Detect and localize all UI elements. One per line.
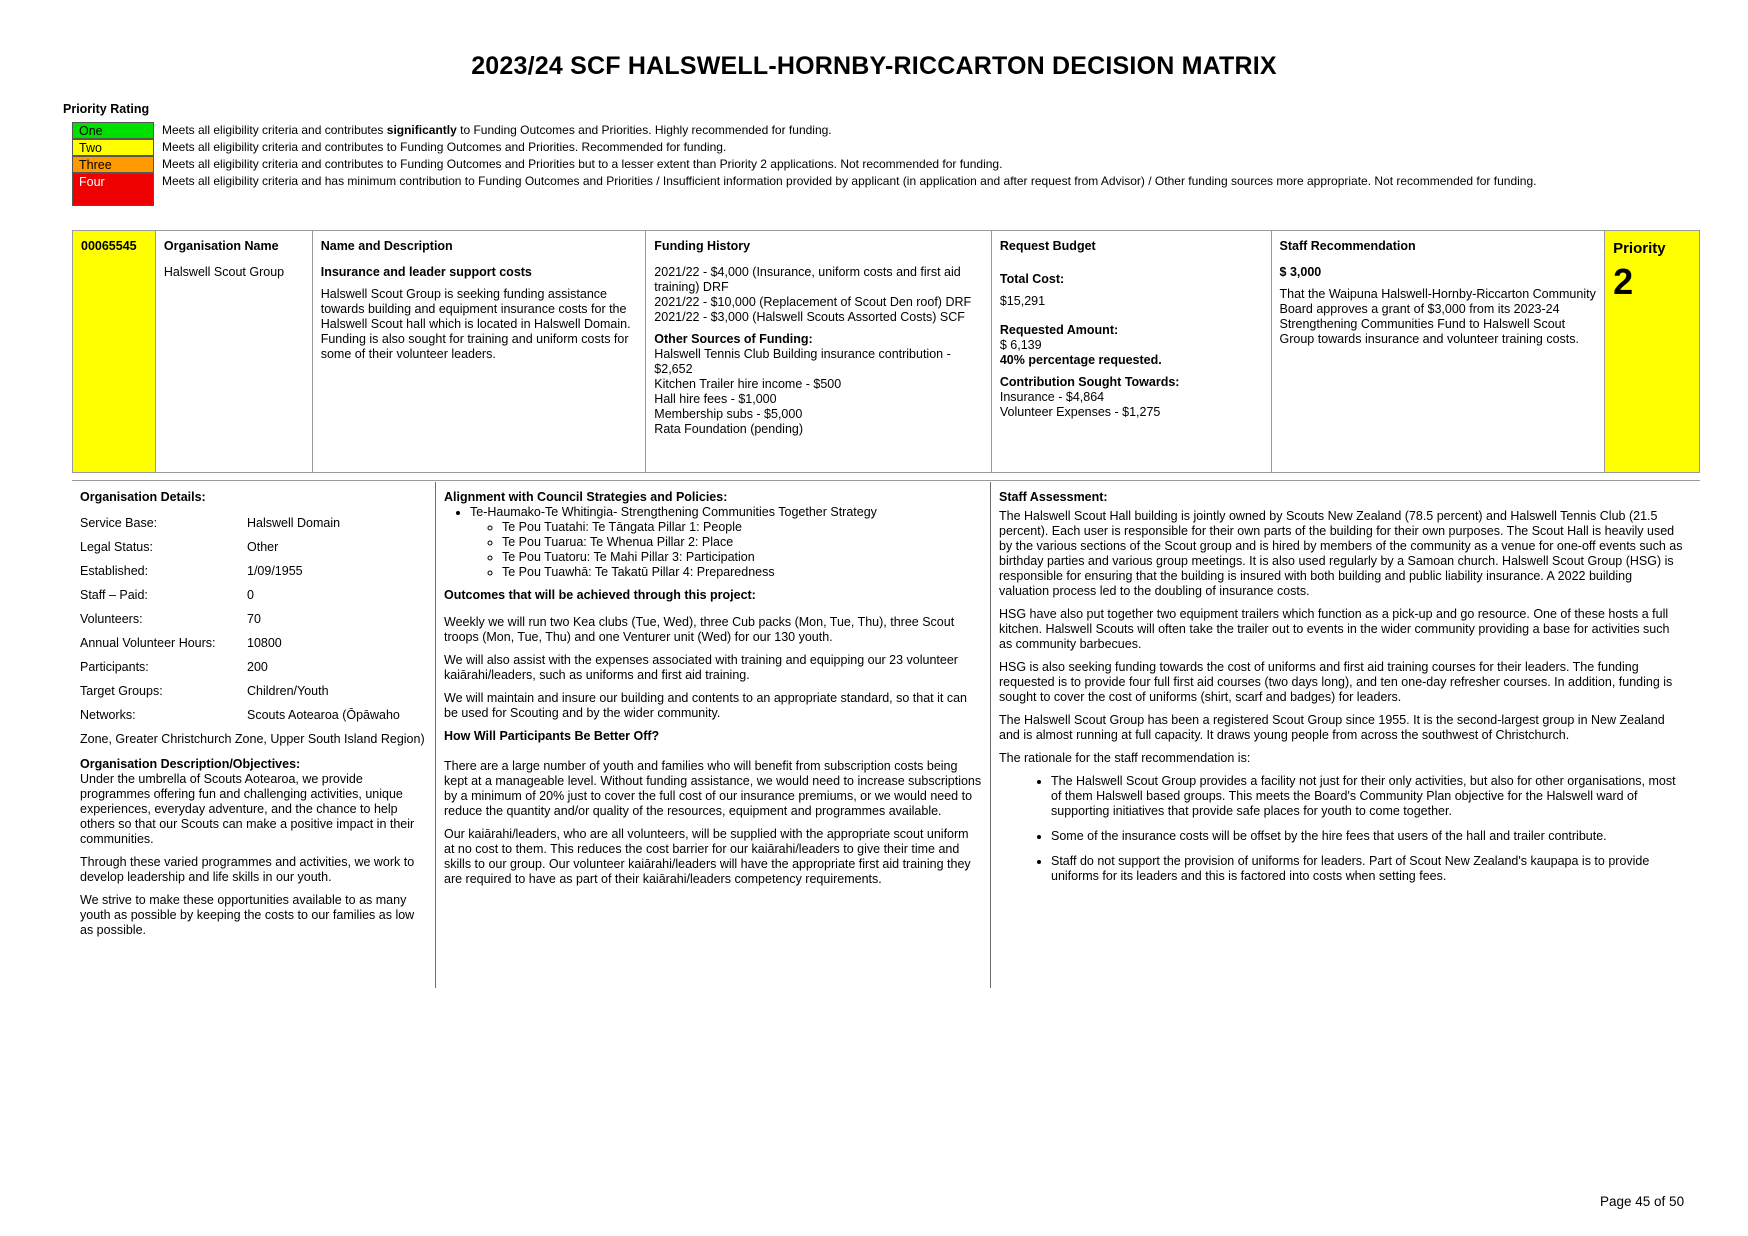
- priority-description: Meets all eligibility criteria and has minimum contribution to Funding Outcomes and Priorities / Insufficient information provided by applicant (in application and after request from Advisor) / Other funding sources more appropriate. Not recommended for funding.: [162, 174, 1537, 188]
- org-detail-row: [80, 708, 427, 732]
- application-table: [72, 230, 1700, 473]
- funding-history-column: [646, 231, 992, 472]
- budget-column: [992, 231, 1272, 472]
- org-detail-value: Scouts Aotearoa (Ōpāwaho: [247, 708, 400, 722]
- pillar-item: ◦ Te Pou Tuarua: Te Whenua Pillar 2: Place: [502, 535, 982, 550]
- org-detail-row: [80, 588, 427, 612]
- pillar-item: ◦ Te Pou Tuawhā: Te Takatū Pillar 4: Preparedness: [502, 565, 982, 580]
- funding-history-item: 2021/22 - $4,000 (Insurance, uniform costs and first aid training) DRF: [654, 265, 961, 294]
- priority-swatch: Two: [72, 139, 154, 156]
- objective-paragraph: Under the umbrella of Scouts Aotearoa, we provide programmes offering fun and challenging activities, unique experiences, everyday adventure, and the chance to help others so that our Scouts can make a positive impact in their communities.: [80, 772, 415, 846]
- objective-paragraph: Through these varied programmes and activities, we work to develop leadership and life skills in our youth.: [80, 855, 415, 884]
- pillar-item: ◦ Te Pou Tuatahi: Te Tāngata Pillar 1: People: [502, 520, 982, 535]
- better-off-paragraph: Our kaiārahi/leaders, who are all volunteers, will be supplied with the appropriate scout uniform at no cost to them. This reduces the cost barrier for our kaiārahi/leaders to give their time and skills to our group. Our volunteer kaiārahi/leaders will have the appropriate first aid training they are required to have as part of their kaiārahi/leaders competency requirements.: [444, 827, 971, 886]
- strategy-name: Te-Haumako-Te Whitingia- Strengthening Communities Together Strategy: [470, 505, 877, 519]
- org-name: Halswell Scout Group: [163, 265, 285, 279]
- strategy-item: [470, 505, 982, 580]
- organisation-column: [156, 231, 313, 472]
- priority-emphasis: significantly: [386, 123, 457, 137]
- other-source-item: Halswell Tennis Club Building insurance contribution - $2,652: [654, 347, 951, 376]
- desc-header: Name and Description: [320, 239, 453, 253]
- priority-swatch: Three: [72, 156, 154, 173]
- pillar-list: [470, 520, 982, 580]
- staff-recommendation-column: [1272, 231, 1606, 472]
- requested-amount-value: $ 6,139: [999, 338, 1042, 352]
- other-source-item: Membership subs - $5,000: [654, 407, 803, 421]
- priority-legend-row: [72, 156, 1662, 173]
- funding-history-item: 2021/22 - $10,000 (Replacement of Scout Den roof) DRF: [654, 295, 972, 309]
- priority-description: Meets all eligibility criteria and contributes to Funding Outcomes and Priorities. Recommended for funding.: [162, 140, 727, 154]
- org-detail-value: Halswell Domain: [247, 516, 341, 530]
- priority-legend-row: [72, 122, 1662, 139]
- org-detail-value: 200: [247, 660, 268, 674]
- other-sources-list: [654, 347, 983, 437]
- contribution-label: Contribution Sought Towards:: [999, 375, 1180, 389]
- priority-legend-row: [72, 173, 1662, 206]
- org-detail-value: Other: [247, 540, 279, 554]
- project-description: Halswell Scout Group is seeking funding assistance towards building and equipment insurance costs for the Halswell Scout hall which is located in Halswell Domain. Funding is also sought for training and uniform costs for some of their volunteer leaders.: [320, 287, 631, 361]
- assessment-paragraph: The Halswell Scout Hall building is jointly owned by Scouts New Zealand (78.5 percent) and Halswell Tennis Club (21.5 percent). Each user is responsible for their own parts of the building for their own purposes. The Scout Hall is heavily used by the various sections of the Scout group and is hired by members of the community as a venue for one-off events such as birthday parties and various group meetings. It is also used regularly by a Samoan church. Halswell Scout Group (HSG) is responsible for ensuring that the building is insured with both building and public liability insurance. A 2022 building valuation process led to the doubling of insurance costs.: [999, 509, 1683, 598]
- total-cost-label: Total Cost:: [999, 272, 1065, 286]
- priority-swatch: One: [72, 122, 154, 139]
- staff-assessment-heading: Staff Assessment:: [999, 490, 1108, 504]
- org-detail-label: Networks:: [80, 708, 136, 722]
- org-detail-label: Annual Volunteer Hours:: [80, 636, 216, 650]
- rationale-item: • Some of the insurance costs will be offset by the hire fees that users of the hall and trailer contribute.: [1051, 829, 1683, 844]
- org-detail-label: Target Groups:: [80, 684, 163, 698]
- alignment-section: [436, 482, 991, 988]
- org-detail-value: Children/Youth: [247, 684, 329, 698]
- assessment-paragraph: HSG have also put together two equipment trailers which function as a pick-up and go resource. One of these hosts a full kitchen. Halswell Scouts will often take the trailer out to events in the wider community providing a base for activities such as community barbecues.: [999, 607, 1670, 651]
- org-detail-row: [80, 636, 427, 660]
- budget-header: Request Budget: [999, 239, 1096, 253]
- assessment-paragraph: The rationale for the staff recommendation is:: [999, 751, 1251, 765]
- organisation-details-section: [72, 482, 436, 988]
- application-id: 00065545: [73, 231, 156, 472]
- priority-legend-row: [72, 139, 1662, 156]
- total-cost-value: $15,291: [999, 294, 1046, 308]
- priority-description: Meets all eligibility criteria and contributes to Funding Outcomes and Priorities but to a lesser extent than Priority 2 applications. Not recommended for funding.: [162, 157, 1003, 171]
- staff-assessment-section: [991, 482, 1691, 894]
- strategy-list: [444, 505, 982, 580]
- rationale-list: [999, 774, 1683, 884]
- outcome-paragraph: Weekly we will run two Kea clubs (Tue, Wed), three Cub packs (Mon, Tue, Thu), three Scout troops (Mon, Tue, Thu) and one Venturer unit (Wed) for our 130 youth.: [444, 615, 955, 644]
- org-name-header: Organisation Name: [163, 239, 279, 253]
- staff-rec-header: Staff Recommendation: [1279, 239, 1416, 253]
- org-detail-row: [80, 612, 427, 636]
- org-detail-value: 1/09/1955: [247, 564, 303, 578]
- funding-history-item: 2021/22 - $3,000 (Halswell Scouts Assorted Costs) SCF: [654, 310, 965, 324]
- org-detail-value: 0: [247, 588, 254, 602]
- page-number: Page 45 of 50: [1600, 1194, 1685, 1209]
- outcomes-heading: Outcomes that will be achieved through this project:: [444, 588, 756, 602]
- contribution-item: Volunteer Expenses - $1,275: [999, 405, 1161, 419]
- staff-rec-amount: $ 3,000: [1279, 265, 1322, 279]
- org-detail-row: [80, 684, 427, 708]
- pillar-item: ◦ Te Pou Tuatoru: Te Mahi Pillar 3: Participation: [502, 550, 982, 565]
- page-title: 2023/24 SCF HALSWELL-HORNBY-RICCARTON DECISION MATRIX: [471, 52, 1277, 80]
- section-divider: [72, 480, 1700, 481]
- org-detail-label: Legal Status:: [80, 540, 153, 554]
- priority-value: 2: [1613, 261, 1634, 302]
- assessment-paragraph: HSG is also seeking funding towards the cost of uniforms and first aid training courses for their leaders. The funding requested is to provide four full first aid courses (two days long), and ten one-day refresher courses. In addition, funding is sought to cover the cost of uniforms (shirt, scarf and badges) for leaders.: [999, 660, 1673, 704]
- rationale-item: • The Halswell Scout Group provides a facility not just for their only activities, but also for other organisations, most of them Halswell based groups. This meets the Board's Community Plan objective for the Halswell ward of supporting initiatives that provide safe places for youth to come together.: [1051, 774, 1683, 819]
- contribution-item: Insurance - $4,864: [999, 390, 1105, 404]
- objectives-heading: Organisation Description/Objectives:: [80, 757, 301, 771]
- other-sources-header: Other Sources of Funding:: [654, 332, 813, 346]
- org-detail-label: Participants:: [80, 660, 149, 674]
- org-detail-label: Staff – Paid:: [80, 588, 148, 602]
- other-source-item: Hall hire fees - $1,000: [654, 392, 777, 406]
- org-detail-row: [80, 564, 427, 588]
- better-off-heading: How Will Participants Be Better Off?: [444, 729, 660, 743]
- rationale-item: • Staff do not support the provision of uniforms for leaders. Part of Scout New Zealand's kaupapa is to provide uniforms for its leaders and this is factored into costs when setting fees.: [1051, 854, 1683, 884]
- org-detail-value: 70: [247, 612, 261, 626]
- priority-swatch: Four: [72, 173, 154, 206]
- outcome-paragraph: We will maintain and insure our building and contents to an appropriate standard, so that it can be used for Scouting and by the wider community.: [444, 691, 968, 720]
- priority-rating-heading: Priority Rating: [63, 102, 150, 116]
- org-detail-row: [80, 516, 427, 540]
- funding-history-list: [654, 265, 983, 325]
- org-detail-label: Established:: [80, 564, 149, 578]
- other-source-item: Kitchen Trailer hire income - $500: [654, 377, 842, 391]
- funding-header: Funding History: [654, 239, 751, 253]
- org-detail-value: 10800: [247, 636, 282, 650]
- other-source-item: Rata Foundation (pending): [654, 422, 804, 436]
- better-off-paragraph: There are a large number of youth and families who will benefit from subscription costs being kept at a manageable level. Without funding assistance, we would need to increase subscriptions by a minimum of 20% just to cover the full cost of our insurance premiums, or we would need to reduce the quantity and/or quality of the resources, equipment and programmes available.: [444, 759, 982, 818]
- objective-paragraph: We strive to make these opportunities available to as many youth as possible by keeping the costs to our families as low as possible.: [80, 893, 415, 937]
- project-name: Insurance and leader support costs: [320, 265, 532, 279]
- org-detail-row: [80, 540, 427, 564]
- networks-continued: Zone, Greater Christchurch Zone, Upper South Island Region): [80, 732, 425, 746]
- priority-description: Meets all eligibility criteria and contributes significantly to Funding Outcomes and Priorities. Highly recommended for funding.: [162, 123, 832, 137]
- outcome-paragraph: We will also assist with the expenses associated with training and equipping our 23 volunteer kaiārahi/leaders, such as uniforms and first aid training.: [444, 653, 958, 682]
- alignment-heading: Alignment with Council Strategies and Policies:: [444, 490, 728, 504]
- requested-percent: 40% percentage requested.: [999, 353, 1162, 367]
- assessment-paragraph: The Halswell Scout Group has been a registered Scout Group since 1955. It is the second-largest group in New Zealand and is almost running at full capacity. It draws young people from across the southwest of Christchurch.: [999, 713, 1665, 742]
- priority-header: Priority: [1613, 240, 1666, 257]
- staff-rec-text: That the Waipuna Halswell-Hornby-Riccarton Community Board approves a grant of $3,000 from its 2023-24 Strengthening Communities Fund to Halswell Scout Group towards insurance and volunteer training costs.: [1279, 287, 1596, 346]
- org-detail-label: Service Base:: [80, 516, 158, 530]
- description-column: [313, 231, 647, 472]
- org-details-heading: Organisation Details:: [80, 490, 206, 504]
- org-detail-row: [80, 660, 427, 684]
- requested-amount-label: Requested Amount:: [999, 323, 1119, 337]
- priority-column: [1605, 231, 1699, 472]
- contribution-list: [1000, 390, 1263, 420]
- org-detail-label: Volunteers:: [80, 612, 143, 626]
- priority-rating-legend: [72, 122, 1662, 206]
